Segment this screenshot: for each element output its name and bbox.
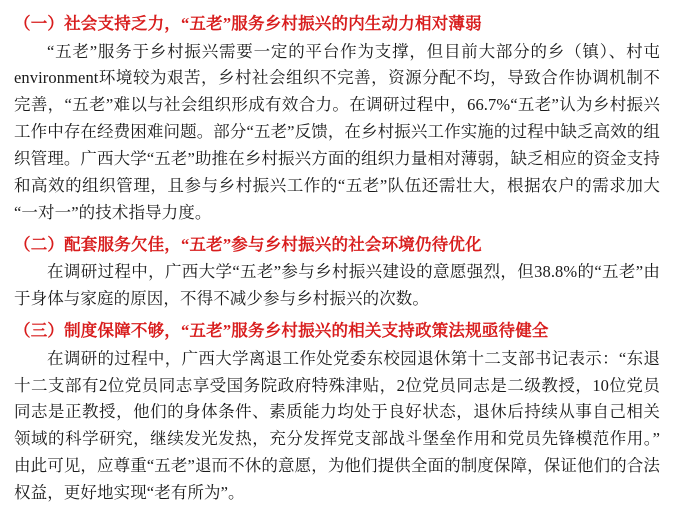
section-paragraph-3: 在调研的过程中，广西大学离退工作处党委东校园退休第十二支部书记表示：“东退十二支部有2位党员同志享受国务院政府特殊津贴，2位党员同志是二级教授，10位党员同志是正教授，他们的身体条件、素质能力均处于良好状态，退休后持续从事自己相关领域的科学研究，继续发光发热，充分发挥党支部战斗堡垒作用和党员先锋模范作用。”由此可见，应尊重“五老”退而不休的意愿，为他们提供全面的制度保障，保证他们的合法权益，更好地实现“老有所为”。 xyxy=(14,348,660,503)
section-heading-2: （二）配套服务欠佳，“五老”参与乡村振兴的社会环境仍待优化 xyxy=(14,234,482,254)
section-paragraph-2: 在调研过程中，广西大学“五老”参与乡村振兴建设的意愿强烈，但38.8%的“五老”由于身体与家庭的原因，不得不减少参与乡村振兴的次数。 xyxy=(14,262,660,309)
section-heading-3: （三）制度保障不够，“五老”服务乡村振兴的相关支持政策法规亟待健全 xyxy=(14,321,549,341)
section-heading-1: （一）社会支持乏力，“五老”服务乡村振兴的内生动力相对薄弱 xyxy=(14,14,482,33)
section-paragraph-1: “五老”服务于乡村振兴需要一定的平台作为支撑，但目前大部分的乡（镇）、村屯environment环境较为艰苦，乡村社会组织不完善，资源分配不均，导致合作协调机制不完善，“五老”难以与社会组织形成有效合力。在调研过程中，66.7%“五老”认为乡村振兴工作中存在经费困难问题。部分“五老”反馈，在乡村振兴工作实施的过程中缺乏高效的组织管理。广西大学“五老”助推在乡村振兴方面的组织力量相对薄弱，缺乏相应的资金支持和高效的组织管理，且参与乡村振兴工作的“五老”队伍还需壮大，根据农户的需求加大“一对一”的技术指导力度。 xyxy=(14,41,660,222)
